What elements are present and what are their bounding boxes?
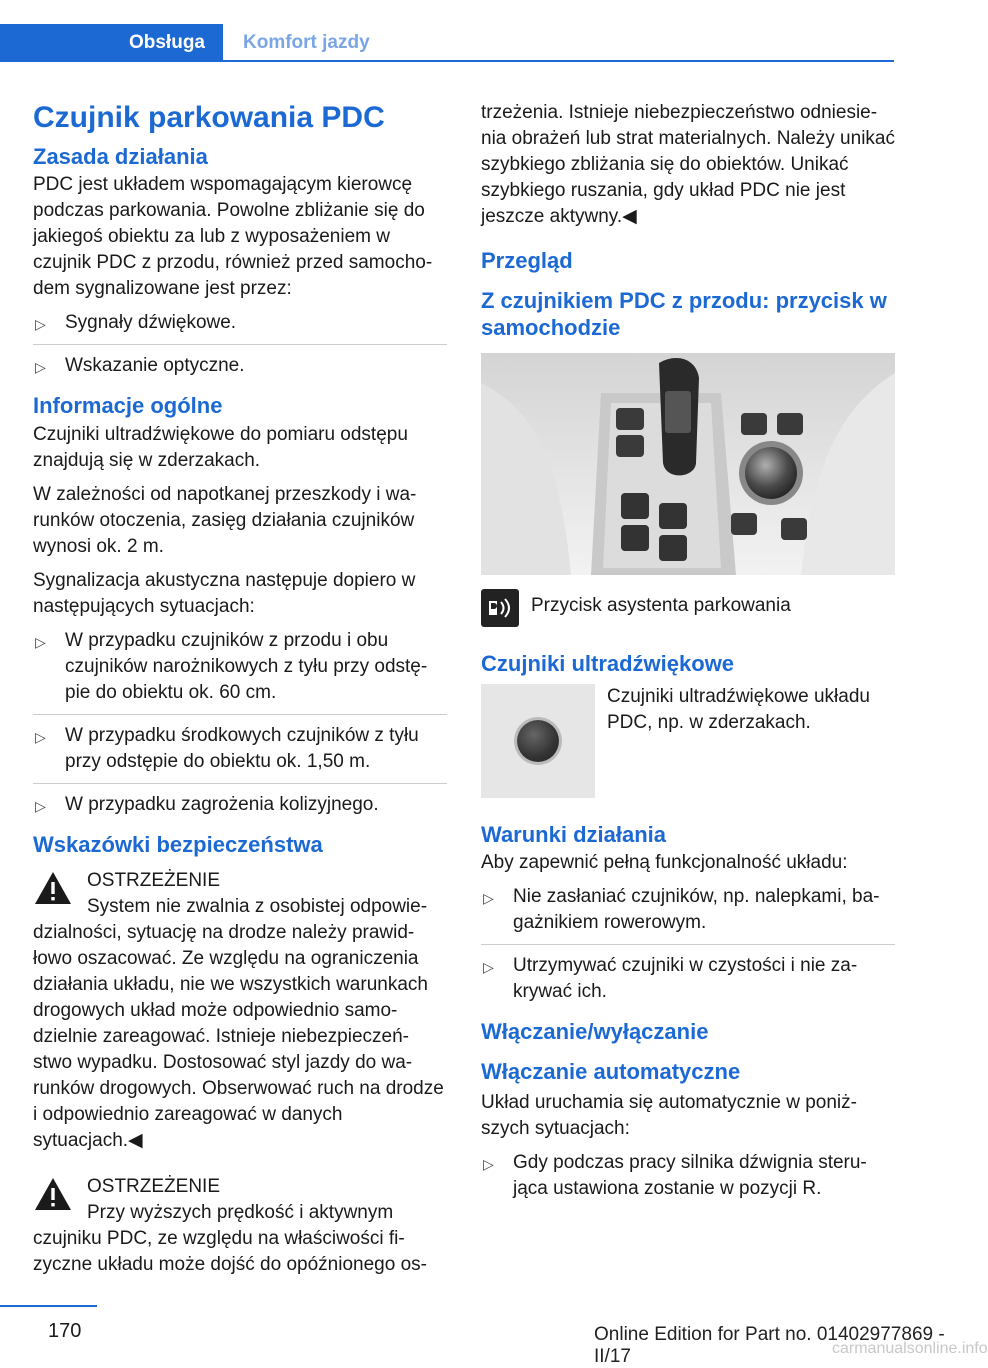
section-heading-on-off: Włączanie/wyłączanie — [481, 1018, 709, 1044]
principle-list — [33, 310, 447, 379]
list-item-text: Wskazanie optyczne. — [65, 355, 245, 377]
parking-assist-button-icon — [481, 589, 519, 627]
triangle-right-icon: ▷ — [483, 958, 494, 975]
ultrasonic-sensor-icon — [517, 720, 559, 762]
footer-divider — [0, 1305, 97, 1307]
section-heading-principle: Zasada działania — [33, 144, 208, 169]
list-item-text: Utrzymywać czujniki w czystości i nie za‐krywać ich. — [513, 954, 858, 1002]
list-item-text: W przypadku czujników z przodu i obu czujników narożnikowych z tyłu przy odstę‐pie do obiektu ok. 60 cm. — [65, 629, 428, 703]
triangle-right-icon: ▷ — [483, 889, 494, 906]
caption-text: Przycisk asystenta parkowania — [531, 595, 791, 617]
list-item — [33, 723, 447, 784]
list-item — [481, 884, 895, 945]
principle-text: PDC jest układem wspomagającym kierowcę podczas parkowania. Powolne zbliżanie się do jakiegoś obiektu za lub z wyposażeniem w czujnik PDC z przodu, również przed samocho‐dem sygnalizowane jest przez: — [33, 174, 433, 300]
center-console-illustration — [481, 353, 895, 575]
triangle-right-icon: ▷ — [35, 633, 46, 650]
right-column — [481, 100, 895, 1216]
general-text-1: Czujniki ultradźwiękowe do pomiaru odstępu znajdują się w zderzakach. — [33, 423, 408, 471]
sensor-photo — [481, 684, 595, 798]
list-item-text: Nie zasłaniać czujników, np. nalepkami, ba‐gażnikiem rowerowym. — [513, 885, 880, 933]
photo-caption — [481, 589, 895, 627]
list-item-text: W przypadku zagrożenia kolizyjnego. — [65, 793, 379, 815]
left-column — [33, 100, 447, 1288]
warning-triangle-icon — [33, 870, 73, 906]
sensors-text: Czujniki ultradźwiękowe układu PDC, np. w zderzakach. — [607, 685, 870, 733]
tab-komfort-jazdy[interactable]: Komfort jazdy — [243, 32, 370, 53]
general-text-3: Sygnalizacja akustyczna następuje dopiero w następujących sytuacjach: — [33, 569, 416, 617]
subheading-front-sensor: Z czujnikiem PDC z przodu: przycisk w samochodzie — [481, 288, 887, 340]
conditions-text: Aby zapewnić pełną funkcjonalność układu: — [481, 851, 848, 873]
list-item — [33, 792, 447, 818]
list-item — [481, 1150, 895, 1202]
general-list — [33, 628, 447, 818]
warning-triangle-icon — [33, 1176, 73, 1212]
section-heading-general: Informacje ogólne — [33, 393, 223, 419]
watermark: carmanualsonline.info — [832, 1340, 988, 1357]
general-text-2: W zależności od napotkanej przeszkody i wa‐runków otoczenia, zasięg działania czujników wynosi ok. 2 m. — [33, 483, 417, 557]
center-console-photo — [481, 353, 895, 575]
section-heading-overview: Przegląd — [481, 248, 573, 273]
list-item — [33, 353, 447, 379]
warning-box — [33, 868, 447, 1154]
list-item — [33, 310, 447, 345]
triangle-right-icon: ▷ — [35, 797, 46, 814]
list-item — [33, 628, 447, 715]
subheading-auto-on: Włączanie automatyczne — [481, 1059, 741, 1085]
triangle-right-icon: ▷ — [483, 1155, 494, 1172]
sensor-section — [481, 684, 895, 798]
triangle-right-icon: ▷ — [35, 359, 46, 376]
header-divider — [223, 60, 894, 62]
triangle-right-icon: ▷ — [35, 316, 46, 333]
triangle-right-icon: ▷ — [35, 728, 46, 745]
list-item-text: Sygnały dźwiękowe. — [65, 312, 237, 334]
header-bar — [0, 24, 894, 62]
warning-title: OSTRZEŻENIE — [87, 870, 221, 892]
warning-text: Przy wyższych prędkość i aktywnym czujniku PDC, ze względu na właściwości fi‐zyczne układu może dojść do opóźnionego os‐ — [33, 1202, 427, 1276]
warning-title: OSTRZEŻENIE — [87, 1176, 221, 1198]
list-item-text: W przypadku środkowych czujników z tyłu przy odstępie do obiektu ok. 1,50 m. — [65, 724, 419, 772]
warning-box — [33, 1174, 447, 1278]
tab-obsluga[interactable]: Obsługa — [0, 24, 223, 62]
warning-text: System nie zwalnia z osobistej odpowie‐dzialności, sytuację na drodze należy prawid‐łowo oszacować. Ze względu na ograniczenia działania układu, nie we wszystkich warunkach drogowych układ może odpowiednio samo‐dzielnie zareagować. Istnieje niebezpieczeń‐stwo wypadku. Dostosować styl jazdy do wa‐runków drogowych. Obserwować ruch na drodze i odpowiednio zareagować w danych sytuacjach.◀ — [33, 896, 444, 1152]
section-heading-conditions: Warunki działania — [481, 821, 667, 847]
auto-on-list — [481, 1150, 895, 1202]
list-item — [481, 953, 895, 1005]
edition-info: Online Edition for Part no. 01402977869 - II/17 — [594, 1324, 945, 1367]
auto-on-text: Układ uruchamia się automatycznie w poniż‐szych sytuacjach: — [481, 1091, 857, 1139]
conditions-list — [481, 884, 895, 1005]
section-heading-safety: Wskazówki bezpieczeństwa — [33, 831, 323, 857]
list-item-text: Gdy podczas pracy silnika dźwignia steru‐jąca ustawiona zostanie w pozycji R. — [513, 1151, 867, 1199]
subheading-ultrasonic-sensors: Czujniki ultradźwiękowe — [481, 651, 735, 677]
page-title: Czujnik parkowania PDC — [33, 101, 385, 134]
warning-continuation: trzeżenia. Istnieje niebezpieczeństwo odniesie‐nia obrażeń lub strat materialnych. Należy unikać szybkiego zbliżania się do obiektów. Unikać szybkiego ruszania, gdy układ PDC nie jest jeszcze aktywny.◀ — [481, 102, 895, 227]
page-number: 170 — [48, 1320, 82, 1342]
